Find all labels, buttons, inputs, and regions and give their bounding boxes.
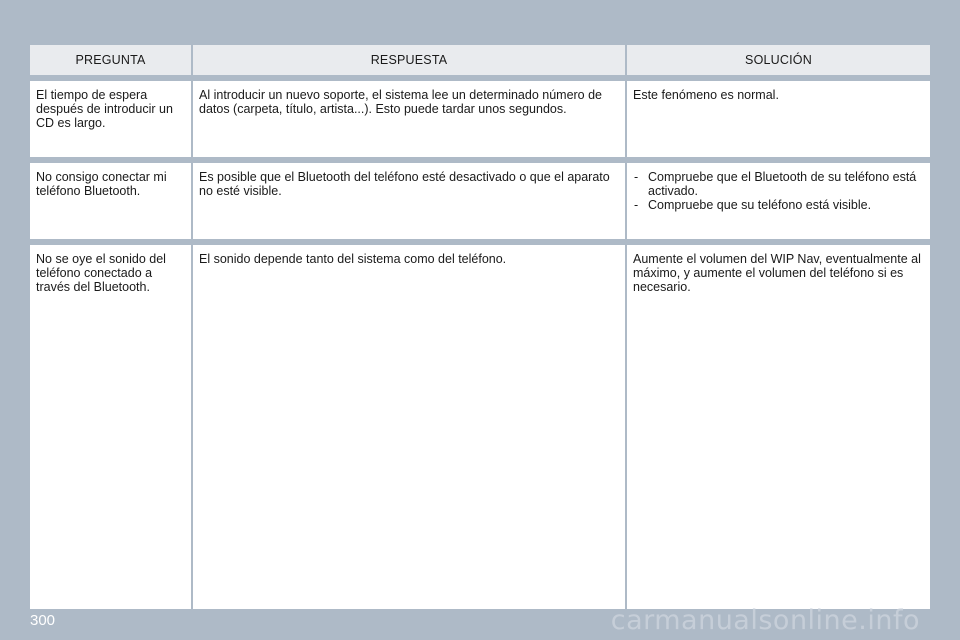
header-answer: RESPUESTA: [193, 45, 625, 75]
question-cell: No se oye el sonido del teléfono conectado a través del Bluetooth.: [30, 245, 191, 609]
answer-cell: Al introducir un nuevo soporte, el sistema lee un determinado número de datos (carpeta, título, artista...). Esto puede tardar unos segundos.: [193, 81, 625, 157]
solution-cell: [627, 163, 930, 239]
question-cell: El tiempo de espera después de introducir un CD es largo.: [30, 81, 191, 157]
solution-item: - Compruebe que su teléfono está visible.: [633, 198, 924, 212]
table-header: [30, 45, 930, 75]
solution-list: [633, 170, 924, 212]
answer-cell: Es posible que el Bluetooth del teléfono esté desactivado o que el aparato no esté visible.: [193, 163, 625, 239]
question-cell: No consigo conectar mi teléfono Bluetooth.: [30, 163, 191, 239]
solution-text: Este fenómeno es normal.: [633, 88, 779, 102]
solution-cell: [627, 81, 930, 157]
solution-text: Aumente el volumen del WIP Nav, eventualmente al máximo, y aumente el volumen del teléfono si es necesario.: [633, 252, 921, 294]
page-number: 300: [30, 612, 56, 629]
solution-cell: [627, 245, 930, 609]
watermark: carmanualsonline.info: [610, 605, 920, 636]
answer-cell: El sonido depende tanto del sistema como del teléfono.: [193, 245, 625, 609]
header-question: PREGUNTA: [30, 45, 191, 75]
header-solution: SOLUCIÓN: [627, 45, 930, 75]
solution-item: - Compruebe que el Bluetooth de su teléfono está activado.: [633, 170, 924, 198]
